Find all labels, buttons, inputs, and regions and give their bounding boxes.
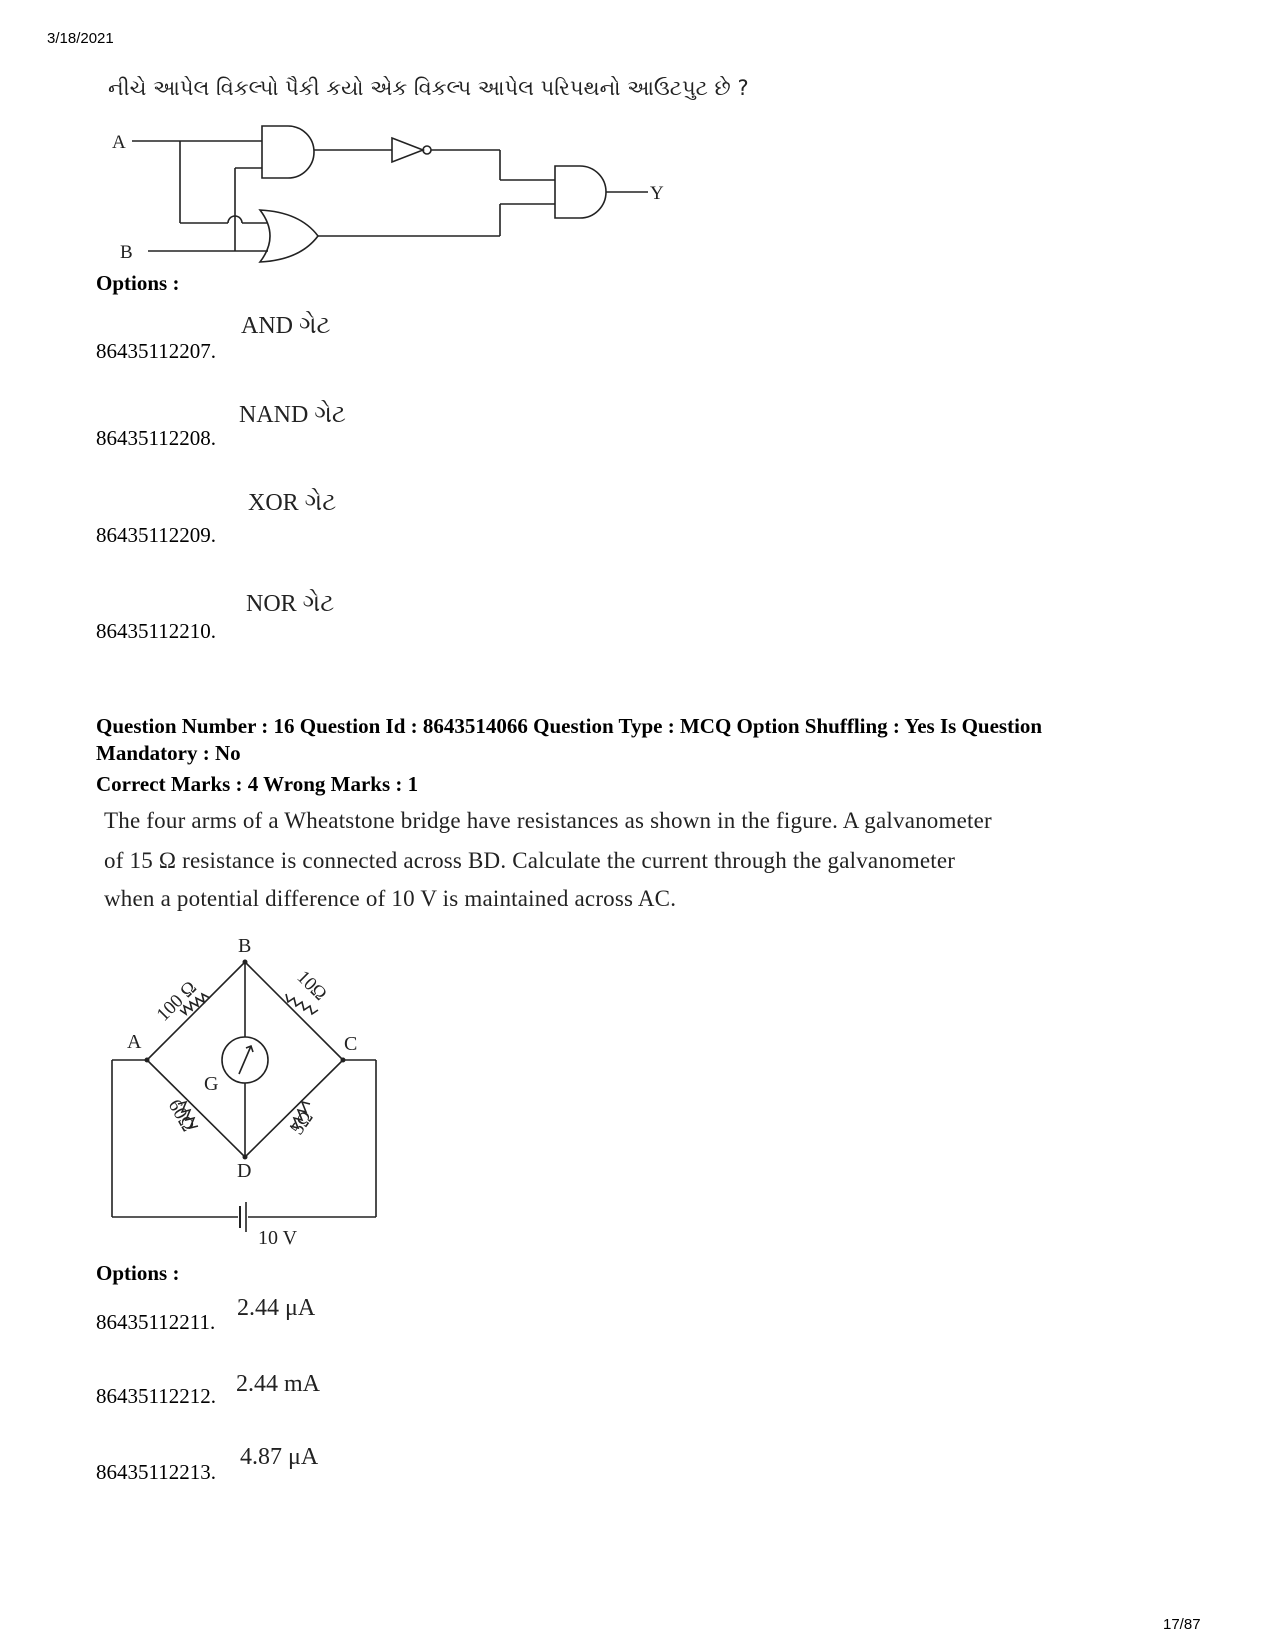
page-number: 17/87: [1163, 1616, 1201, 1633]
logic-circuit-figure: [100, 118, 700, 270]
q16-meta-line1: Question Number : 16 Question Id : 8643514066 Question Type : MCQ Option Shuffling : Yes Is Question: [96, 714, 1043, 738]
resistor-bc-label: 10Ω: [292, 966, 331, 1005]
node-d-label: D: [237, 1160, 252, 1182]
q16-options-label: Options :: [96, 1261, 180, 1285]
option-value: AND ગેટ: [241, 313, 331, 339]
option-id: 86435112211.: [96, 1310, 216, 1334]
node-a-label: A: [127, 1031, 142, 1053]
option-id: 86435112213.: [96, 1460, 216, 1484]
option-value: NAND ગેટ: [239, 402, 346, 428]
resistor-ab-label: 100 Ω: [152, 977, 202, 1026]
battery-label: 10 V: [258, 1227, 298, 1249]
node-b-label: B: [238, 935, 252, 957]
input-a-label: A: [112, 132, 126, 153]
q15-options-label: Options :: [96, 271, 180, 295]
q16-meta-line2: Mandatory : No: [96, 741, 241, 765]
option-id: 86435112210.: [96, 619, 216, 643]
option-id: 86435112212.: [96, 1384, 216, 1408]
q15-question-text: નીચે આપેલ વિકલ્પો પૈકી કયો એક વિકલ્પ આપેલ પરિપથનો આઉટપુટ છે ?: [108, 76, 749, 100]
print-date: 3/18/2021: [47, 30, 114, 47]
galvanometer-label: G: [204, 1073, 219, 1095]
q16-text-line2: of 15 Ω resistance is connected across BD. Calculate the current through the galvanometer: [104, 848, 956, 873]
option-id: 86435112209.: [96, 523, 216, 547]
option-value: 2.44 μA: [237, 1295, 316, 1321]
option-value: NOR ગેટ: [246, 591, 335, 617]
q16-text-line1: The four arms of a Wheatstone bridge have resistances as shown in the figure. A galvanometer: [104, 808, 992, 833]
resistor-dc-label: 5Ω: [286, 1107, 318, 1139]
node-c-label: C: [344, 1033, 358, 1055]
q16-text-line3: when a potential difference of 10 V is maintained across AC.: [104, 886, 677, 911]
option-value: XOR ગેટ: [248, 490, 337, 516]
wheatstone-bridge-figure: [100, 930, 400, 1250]
option-value: 2.44 mA: [236, 1371, 320, 1397]
option-id: 86435112207.: [96, 339, 216, 363]
resistor-ad-label: 60Ω: [163, 1096, 199, 1136]
input-b-label: B: [120, 242, 133, 263]
option-value: 4.87 μA: [240, 1444, 319, 1470]
option-id: 86435112208.: [96, 426, 216, 450]
q16-marks: Correct Marks : 4 Wrong Marks : 1: [96, 772, 419, 796]
output-y-label: Y: [650, 183, 664, 204]
